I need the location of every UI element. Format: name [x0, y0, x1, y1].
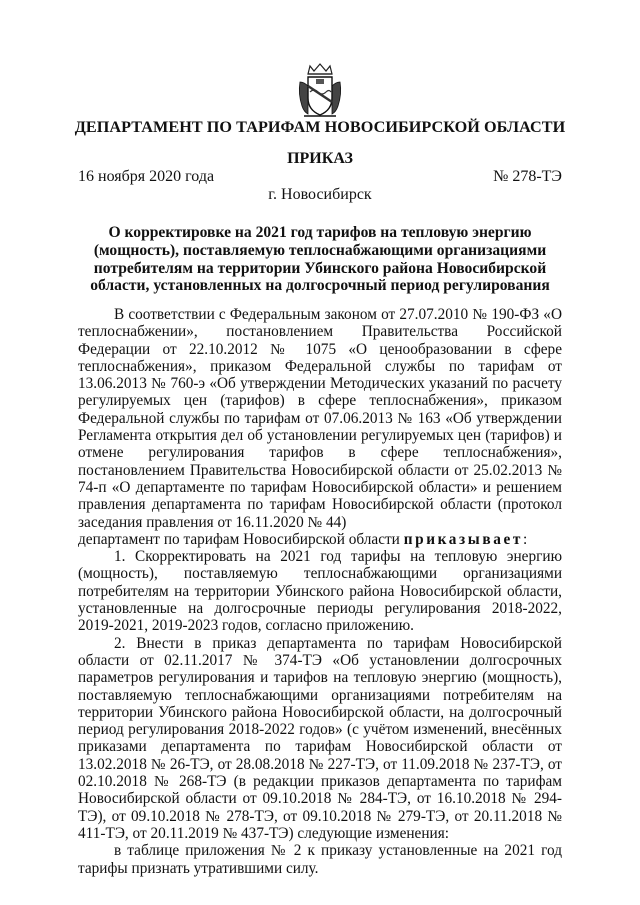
coat-of-arms-icon: [296, 62, 344, 120]
order-city: г. Новосибирск: [268, 186, 372, 203]
department-name: ДЕПАРТАМЕНТ ПО ТАРИФАМ НОВОСИБИРСКОЙ ОБЛАСТИ: [74, 118, 566, 136]
preamble-paragraph: В соответствии с Федеральным законом от 27.07.2010 № 190-ФЗ «О теплоснабжении», постановлением Правительства Российской Федерации от 22.10.2012 № 1075 «О ценообразовании в сфере теплоснабжения», приказом Федеральной службы по тарифам от 13.06.2013 № 760-э «Об утверждении Методических указаний по расчету регулируемых цен (тарифов) в сфере теплоснабжения», приказом Федеральной службы по тарифам от 07.06.2013 № 163 «Об утверждении Регламента открытия дел об установлении регулируемых цен (тарифов) и отмене регулирования тарифов в сфере теплоснабжения», постановлением Правительства Новосибирской области от 25.02.2013 № 74-п «О департаменте по тарифам Новосибирской области» и решением правления департамента по тарифам Новосибирской области (протокол заседания правления от 16.11.2020 № 44): [78, 306, 562, 531]
point-2-sub-paragraph: в таблице приложения № 2 к приказу установленные на 2021 год тарифы признать утратившими силу.: [78, 842, 562, 877]
orders-word: приказывает: [403, 530, 523, 548]
order-number: № 278-ТЭ: [493, 168, 562, 185]
point-1-paragraph: 1. Скорректировать на 2021 год тарифы на тепловую энергию (мощность), поставляемую теплоснабжающими организациями потребителям на территории Убинского района Новосибирской области, установленные на долгосрочные периоды регулирования 2018-2022, 2019-2021, 2019-2023 годов, согласно приложению.: [78, 548, 562, 635]
orders-line: департамент по тарифам Новосибирской области приказывает:: [78, 530, 528, 548]
order-date: 16 ноября 2020 года: [78, 168, 215, 185]
orders-lead: департамент по тарифам Новосибирской области: [78, 530, 400, 548]
point-2-paragraph: 2. Внести в приказ департамента по тарифам Новосибирской области от 02.11.2017 № 374-ТЭ «Об установлении долгосрочных параметров регулирования и тарифов на тепловую энергию (мощность), поставляемую теплоснабжающими организациями потребителям на территории Убинского района Новосибирской области, на долгосрочный период регулирования 2018-2022 годов» (с учётом изменений, внесённых приказами департамента по тарифам Новосибирской области от 13.02.2018 № 26-ТЭ, от 28.08.2018 № 227-ТЭ, от 11.09.2018 № 237-ТЭ, от 02.10.2018 № 268-ТЭ (в редакции приказов департамента по тарифам Новосибирской области от 09.10.2018 № 284-ТЭ, от 16.10.2018 № 294-ТЭ), от 09.10.2018 № 278-ТЭ, от 09.10.2018 № 279-ТЭ, от 20.11.2018 № 411-ТЭ, от 20.11.2019 № 437-ТЭ) следующие изменения:: [78, 634, 562, 842]
order-title: О корректировке на 2021 год тарифов на тепловую энергию (мощность), поставляемую теплоснабжающими организациями потребителям на территории Убинского района Новосибирской области, установленных на долгосрочный период регулирования: [90, 224, 550, 295]
document-type: ПРИКАЗ: [287, 150, 353, 167]
order-body: [78, 306, 562, 877]
